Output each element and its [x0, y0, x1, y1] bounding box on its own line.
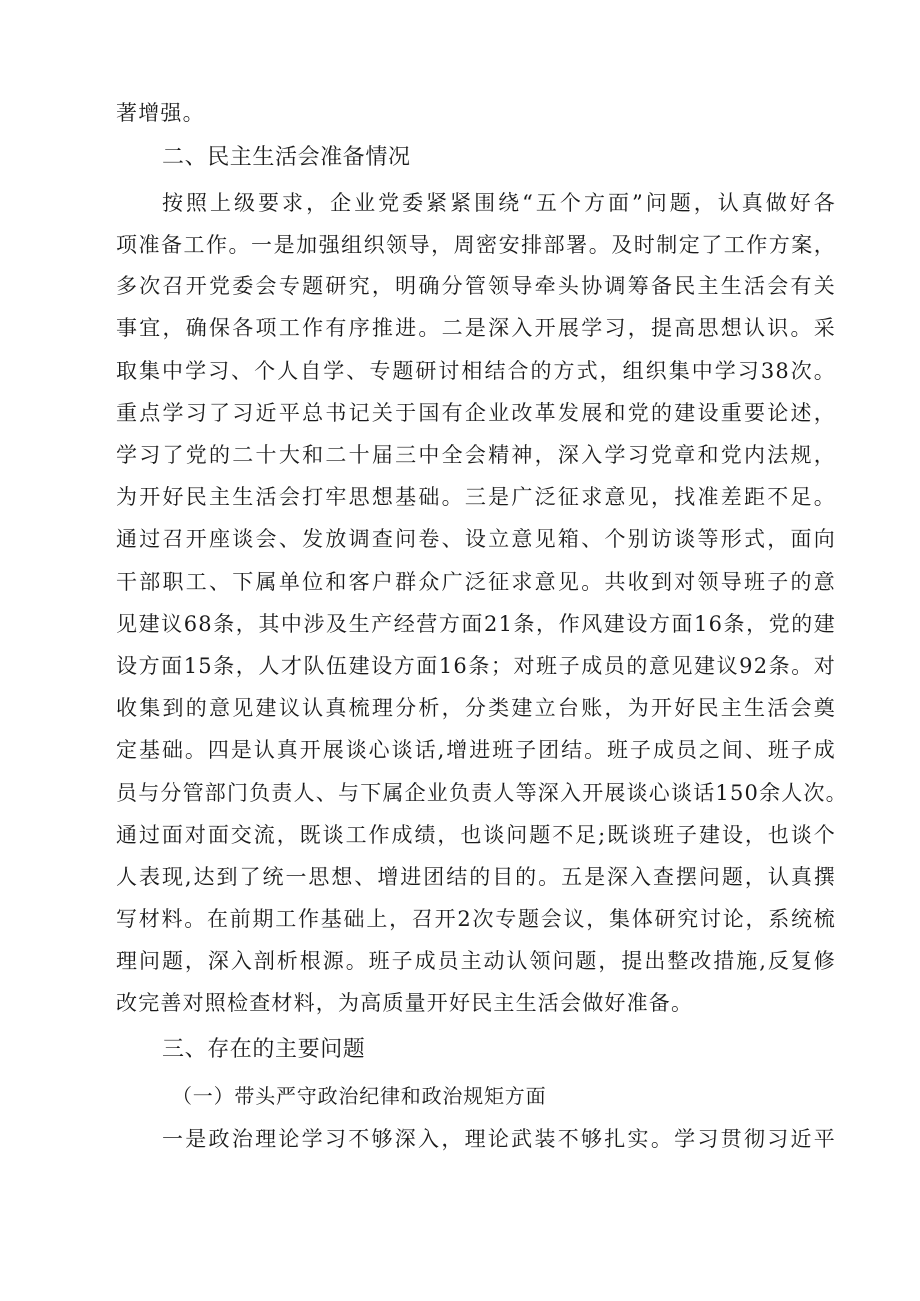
paragraph-line: 一是政治理论学习不够深入，理论武装不够扎实。学习贯彻习近平: [162, 1127, 836, 1151]
paragraph-line: 按照上级要求，企业党委紧紧围绕“五个方面”问题，认真做好各: [162, 191, 836, 215]
paragraph-line: 干部职工、下属单位和客户群众广泛征求意见。共收到对领导班子的意: [116, 570, 836, 594]
paragraph-line: 收集到的意见建议认真梳理分析，分类建立台账，为开好民主生活会奠: [116, 696, 836, 720]
paragraph-line: 员与分管部门负责人、与下属企业负责人等深入开展谈心谈话150余人次。: [116, 781, 848, 805]
carryover-text: 著增强。: [116, 101, 205, 125]
paragraph-line: 重点学习了习近平总书记关于国有企业改革发展和党的建设重要论述，: [116, 401, 836, 425]
paragraph-line: 为开好民主生活会打牢思想基础。三是广泛征求意见，找准差距不足。: [116, 485, 836, 509]
section-2-heading: 二、民主生活会准备情况: [162, 145, 411, 170]
paragraph-line: 理问题，深入剖析根源。班子成员主动认领问题，提出整改措施,反复修: [116, 949, 836, 973]
paragraph-line: 定基础。四是认真开展谈心谈话,增进班子团结。班子成员之间、班子成: [116, 738, 836, 762]
paragraph-line: 项准备工作。一是加强组织领导，周密安排部署。及时制定了工作方案，: [116, 233, 836, 257]
paragraph-line: 写材料。在前期工作基础上，召开2次专题会议，集体研究讨论，系统梳: [116, 907, 836, 931]
paragraph-line: 取集中学习、个人自学、专题研讨相结合的方式，组织集中学习38次。: [116, 359, 836, 383]
paragraph-line: 学习了党的二十大和二十届三中全会精神，深入学习党章和党内法规，: [116, 443, 836, 467]
paragraph-line: 人表现,达到了统一思想、增进团结的目的。五是深入查摆问题，认真撰: [116, 865, 836, 889]
paragraph-line: 通过召开座谈会、发放调查问卷、设立意见箱、个别访谈等形式，面向: [116, 527, 836, 551]
paragraph-line: 事宜，确保各项工作有序推进。二是深入开展学习，提高思想认识。采: [116, 316, 836, 340]
paragraph-line: 改完善对照检查材料，为高质量开好民主生活会做好准备。: [116, 991, 694, 1015]
section-3-heading: 三、存在的主要问题: [162, 1037, 366, 1062]
paragraph-line: 多次召开党委会专题研究，明确分管领导牵头协调筹备民主生活会有关: [116, 274, 836, 298]
paragraph-line: 设方面15条，人才队伍建设方面16条；对班子成员的意见建议92条。对: [116, 654, 836, 678]
paragraph-line: 见建议68条，其中涉及生产经营方面21条，作风建设方面16条，党的建: [116, 612, 836, 636]
paragraph-line: 通过面对面交流，既谈工作成绩，也谈问题不足;既谈班子建设，也谈个: [116, 823, 836, 847]
section-3-subheading: （一）带头严守政治纪律和政治规矩方面: [172, 1084, 547, 1108]
